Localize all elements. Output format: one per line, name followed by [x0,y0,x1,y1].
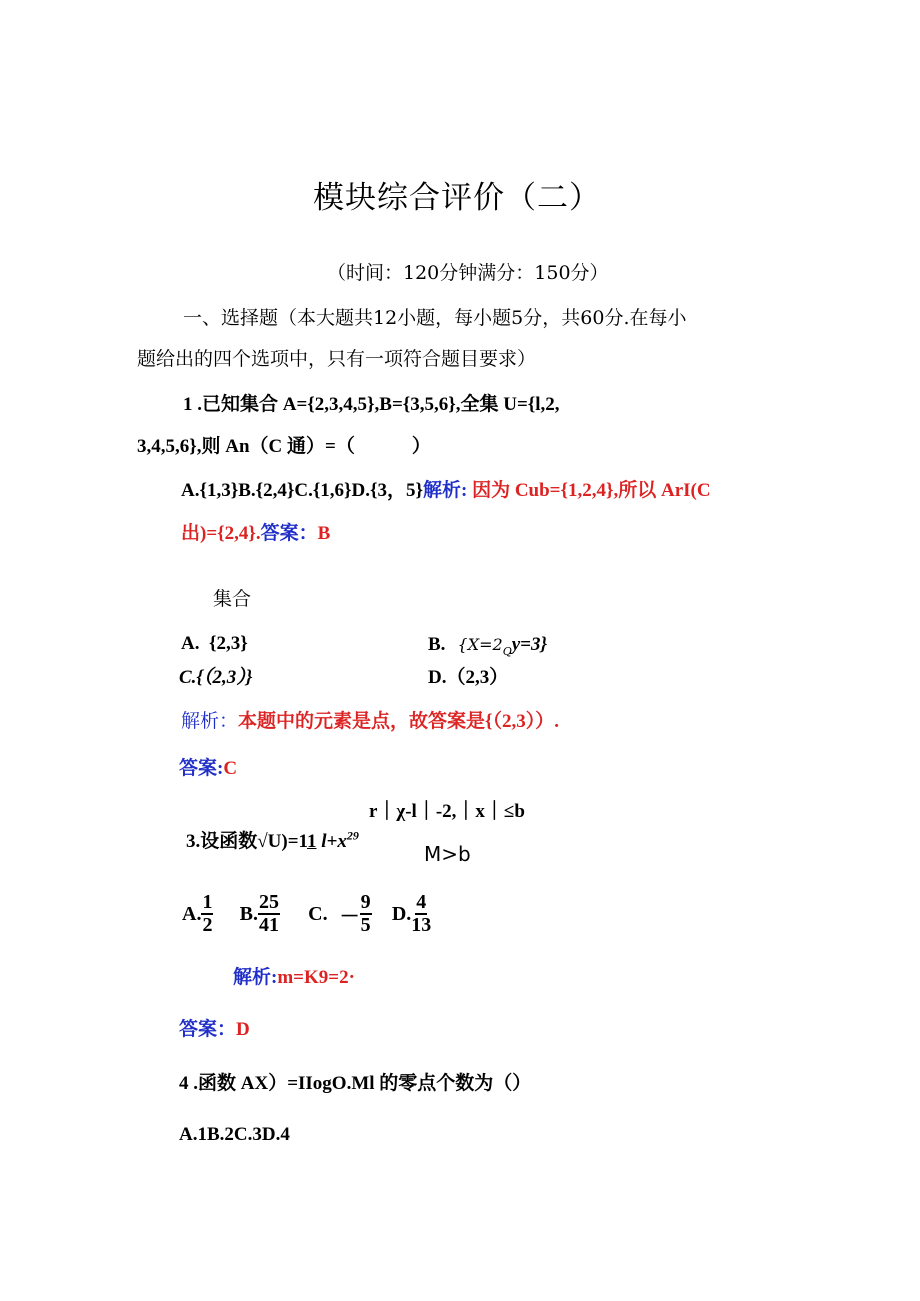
q3-stem-underlined: 1 [307,831,317,852]
section-heading-line-1: 一、选择题（本大题共12小题，每小题5分，共60分.在每小 [183,307,687,329]
q3-options [182,892,431,936]
q3-option-d-denominator: 13 [411,914,432,936]
q3-option-c-denominator: 5 [360,914,371,936]
q3-option-b [240,892,280,936]
q3-piecewise-top-text: r｜χ-l｜-2,｜x｜≤b [369,801,525,822]
q1-options: A.{1,3}B.{2,4}C.{1,6}D.{3，5} [181,480,423,501]
q3-option-c-sign: － [339,905,360,928]
q3-option-a-denominator: 2 [202,914,213,936]
q2-option-a-value: {2,3} [208,633,248,654]
q3-option-b-fraction [258,892,280,936]
q3-option-c-label: C. [308,902,328,925]
q3-analysis-text: m=K9=2· [277,967,355,988]
q2-option-b-sub: Q [502,644,512,658]
q2-option-b-value-1: {X=2 [457,635,503,654]
q3-option-c-fraction [360,892,372,936]
q1-analysis-continued: 出)={2,4}. [181,523,261,544]
q2-option-b-value-2: y=3} [511,634,548,655]
q3-stem-part-2: l+x [321,831,347,852]
q2-answer-value: C [223,758,238,779]
q1-options-and-analysis [181,475,711,502]
q3-option-a-fraction [201,892,213,936]
q3-piecewise-top [369,796,525,823]
q1-stem-line-1: 1 .已知集合 A={2,3,4,5},B={3,5,6},全集 U={l,2, [183,394,560,415]
q2-stem: 集合 [213,588,252,610]
q3-option-d [392,892,431,936]
q3-option-d-numerator: 4 [416,891,427,913]
q1-answer-label: 答案： [260,523,318,544]
page-title: 模块综合评价（二） [313,180,601,216]
q3-option-a-numerator: 1 [202,891,213,913]
q3-option-b-label: B. [239,902,258,925]
q3-option-c-numerator: 9 [360,891,371,913]
q3-piecewise-bottom: M>b [424,842,471,866]
q2-analysis-label: 解析： [181,710,239,732]
q4-stem: 4 .函数 AX）=IIogO.Ml 的零点个数为（） [179,1073,532,1094]
q3-option-b-denominator: 41 [258,914,279,936]
q2-answer [179,753,237,780]
q3-option-a [182,892,213,936]
q3-option-c [308,892,371,936]
q3-analysis-label: 解析: [233,967,278,988]
q3-answer-label: 答案： [179,1019,237,1040]
q1-answer-value: B [317,523,331,544]
q3-option-d-label: D. [391,902,412,925]
q1-stem-line-2: 3,4,5,6},则 An（C 通）=（ ） [137,436,431,457]
q3-option-d-fraction [411,892,431,936]
q3-stem-part-1: 3.设函数√U)=1 [186,831,308,852]
q2-option-d: D.（2,3） [428,667,509,688]
q3-analysis [233,962,355,989]
q4-options: A.1B.2C.3D.4 [179,1124,290,1145]
section-heading-line-2: 题给出的四个选项中，只有一项符合题目要求） [137,348,537,370]
q2-option-c-text: C.{（2,3）} [179,667,253,688]
q3-answer-value: D [236,1019,250,1040]
q2-option-b [428,633,547,658]
q3-option-a-label: A. [182,902,202,925]
time-score-info: （时间：120分钟满分：150分） [327,262,609,284]
q2-option-b-label: B. [428,634,446,655]
q2-option-a-label: A. [181,633,200,654]
q3-answer [179,1014,250,1041]
q2-option-a [181,633,248,655]
q2-analysis-text: 本题中的元素是点，故答案是{（2,3））. [238,711,560,732]
q2-option-c [179,662,252,689]
q3-option-b-numerator: 25 [258,891,279,913]
q3-stem [186,826,359,853]
q3-stem-superscript: 29 [346,828,359,843]
q1-analysis-line-2 [181,518,330,545]
q2-analysis [181,706,559,733]
q2-answer-label: 答案: [179,758,224,779]
q1-analysis-text: 因为 Cub={1,2,4},所以 ArI(C [467,480,711,501]
q1-analysis-label: 解析: [422,480,468,501]
